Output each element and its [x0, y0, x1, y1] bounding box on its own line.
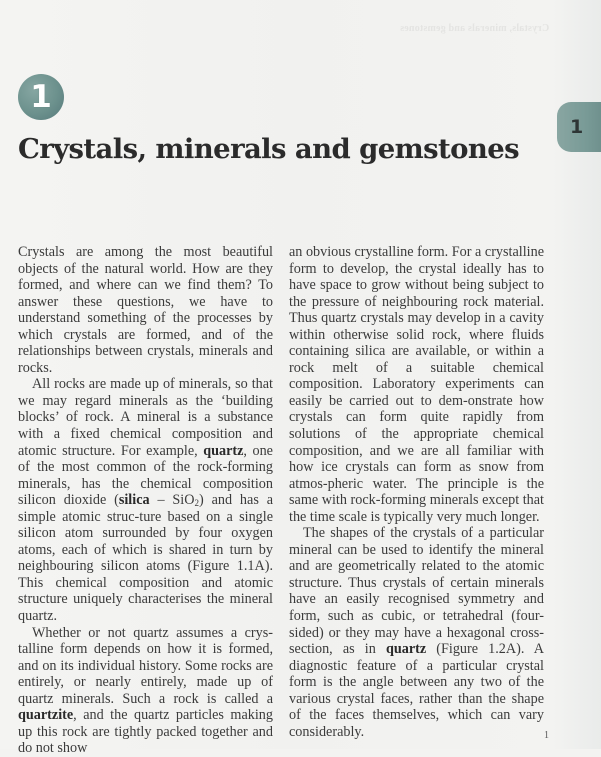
chapter-thumb-tab-number: 1 [570, 116, 584, 138]
paragraph [289, 525, 544, 740]
text-run: Whether or not quartz assumes a crys-talline form depends on how it is formed, and on its individual history. Some rocks are entirely, or nearly entirely, made up of quartz minerals. Such a rock is called a [18, 624, 273, 707]
chapter-title: Crystals, minerals and gemstones [18, 133, 520, 165]
bold-term-quartz: quartz [385, 641, 427, 658]
chapter-number-badge [18, 74, 64, 120]
paragraph: an obvious crystalline form. For a crystalline form to develop, the crystal ideally has to have space to grow without being subject to the pressure of neighbouring rock material. Thus quartz crystals may develop in a cavity within otherwise solid rock, where fluids containing silica are available, or within a rock melt of a suitable chemical composition. Laboratory experiments can easily be carried out to dem-onstrate how crystals can form quite rapidly from solutions of the appropriate chemical composition, and we are all familiar with how ice crystals can form as snow from atmos-pheric water. The principle is the same with rock-forming minerals except that the time scale is typically very much longer. [289, 244, 544, 525]
bold-term-quartz: quartz [203, 442, 244, 459]
text-run: The shapes of the crystals of a particular mineral can be used to identify the mineral and are geometrically related to the atomic structure. Thus crystals of certain minerals have an easily recognised symmetry and form, such as cubic, or tetrahedral (four-sided) or they may have a hexagonal cross-section, as in [289, 525, 544, 658]
paragraph [18, 625, 273, 757]
right-text-column [289, 244, 544, 740]
bold-term-silica: silica [118, 492, 150, 509]
text-run: All rocks are made up of minerals, so that we may regard minerals as the ‘building blocks’ of rock. A mineral is a substance with a fixed chemical composition and atomic structure. For example, [18, 376, 273, 459]
subscript: 2 [194, 498, 199, 509]
paragraph [18, 376, 273, 624]
paragraph: Crystals are among the most beautiful objects of the natural world. How are they formed, and where can we find them? To answer these questions, we have to understand something of the processes by which crystals are formed, and of the relationships between crystals, minerals and rocks. [18, 244, 273, 376]
text-run: (Figure 1.2A). A diagnostic feature of a particular crystal form is the angle between any two of the various crystal faces, rather than the shape of the faces themselves, which can vary considerably. [289, 641, 544, 740]
left-text-column [18, 244, 273, 757]
text-run: , and the quartz particles making up this rock are tightly packed together and do not show [18, 707, 273, 757]
bold-term-quartzite: quartzite [18, 707, 74, 724]
page-number: 1 [544, 730, 549, 741]
chapter-number: 1 [30, 78, 52, 115]
show-through-header: Crystals, minerals and gemstones [399, 23, 549, 34]
chapter-thumb-tab [557, 102, 601, 152]
text-run: ) and has a simple atomic struc-ture based on a single silicon atom surrounded by four oxygen atoms, each of which is shared in turn by neighbouring silicon atoms (Figure 1.1A). This chemical composition and atomic structure uniquely characterises the mineral quartz. [18, 492, 274, 625]
text-run: – SiO [149, 492, 195, 509]
text-run: , one of the most common of the rock-forming minerals, has the chemical composition silicon dioxide ( [18, 442, 273, 509]
